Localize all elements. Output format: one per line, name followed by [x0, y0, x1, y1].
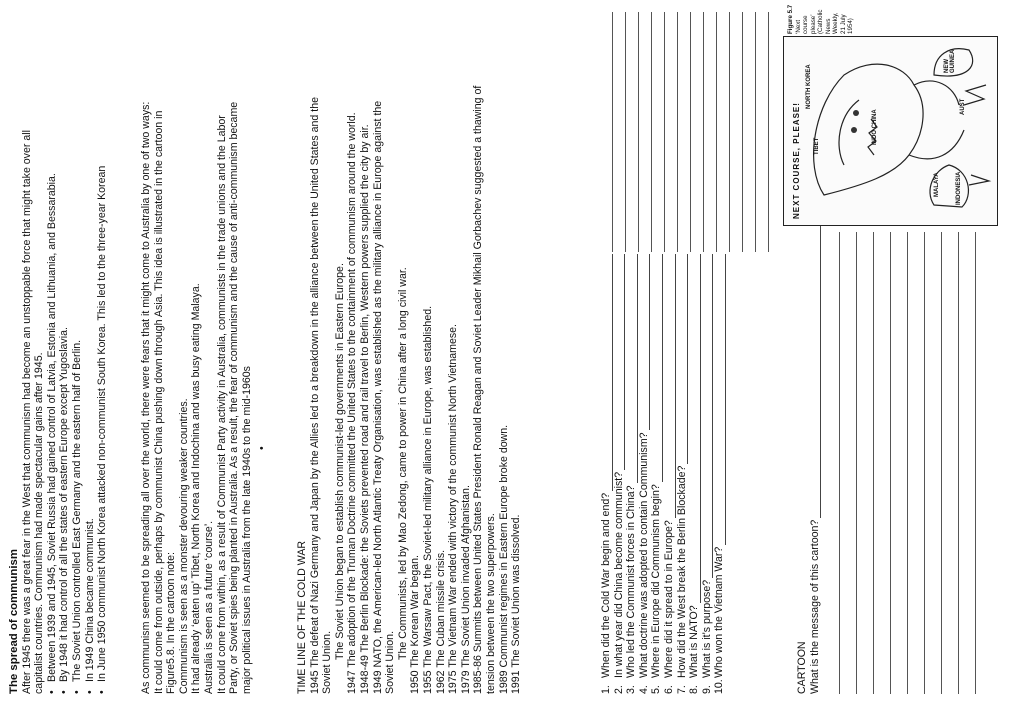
answer-line[interactable]: [664, 12, 665, 252]
answer-line[interactable]: [958, 232, 959, 694]
answer-line[interactable]: [689, 254, 701, 603]
question-text: Where in Europe did Communism begin?: [650, 484, 663, 678]
timeline-entry: 1955 The Warsaw Pact, the Soviet-led military alliance in Europe, was established.: [421, 305, 434, 694]
answer-line[interactable]: [742, 12, 743, 252]
answer-line[interactable]: [907, 232, 908, 694]
cartoon-title: NEXT COURSE, PLEASE!: [792, 102, 801, 219]
question-number: 4.: [637, 685, 650, 694]
question-number: 6.: [662, 685, 675, 694]
cartoon-label: INDONESIA: [956, 171, 962, 205]
bullet-item: • By 1948 it had control of all the states of eastern Europe except Yugoslavia.: [58, 14, 71, 694]
text-line: It had already ‘eaten up’ Tibet, North Korea and Indochina and was busy eating Malaya.: [190, 283, 203, 694]
answer-line[interactable]: [701, 254, 713, 578]
question-text: How did the West break the Berlin Blockade?: [675, 465, 688, 678]
timeline-entry: 1985-86 Summits between United States President Ronald Reagan and Soviet Leader Mikhail Gorbachev suggested a thawing of: [472, 85, 485, 694]
question-number: 7.: [675, 685, 688, 694]
answer-line[interactable]: [924, 232, 925, 694]
bullet-item: • Between 1939 and 1945, Soviet Russia had gained control of Latvia, Estonia and Lithuania, and Bessarabia.: [46, 14, 59, 694]
bullet-item: • In 1949 China became communist.: [84, 14, 97, 694]
answer-line[interactable]: [638, 254, 650, 430]
question-text: What is it’s purpose?: [700, 579, 713, 678]
answer-line[interactable]: [601, 254, 613, 491]
timeline-entry: Soviet Union.: [321, 630, 334, 694]
figure-caption-text: ‘Next course please’ (Catholic News Weekly, 21 July 1954): [794, 9, 854, 34]
question-item: [663, 254, 676, 694]
answer-line[interactable]: [856, 232, 857, 694]
question-text: Who won the Vietnam War?: [713, 546, 726, 678]
timeline-entry: 1949 NATO, the American-led North Atlantic Treaty Organisation, was established as the military alliance in Europe against the: [371, 100, 384, 694]
answer-line[interactable]: [714, 254, 726, 545]
timeline-entry: 1979 The Soviet Union invaded Afghanistan.: [459, 485, 472, 694]
timeline-entry: 1947 The adoption of the Truman Doctrine committed the United States to the containment of communism around the world.: [346, 112, 359, 694]
intro-section: [8, 14, 109, 694]
timeline-entry: Soviet Union.: [384, 630, 397, 694]
timeline-entry: 1989 Communist regimes in Eastern Europe broke down.: [497, 424, 510, 694]
answer-line[interactable]: [625, 12, 626, 252]
timeline-entry: The Communists, led by Mao Zedong, came to power in China after a long civil war.: [396, 267, 409, 660]
answer-line[interactable]: [677, 12, 678, 252]
section-title: The spread of communism: [8, 549, 20, 694]
question-number: 8.: [688, 685, 701, 694]
answer-line[interactable]: [941, 232, 942, 694]
answer-line[interactable]: [612, 12, 613, 252]
text-line: Party, or Soviet spies being planted in Australia. As a result, the fear of communism and the cause of anti-communism became: [228, 101, 241, 694]
question-text: Where did it spread to in Europe?: [662, 520, 675, 678]
question-item: [625, 254, 638, 694]
answer-line[interactable]: [638, 12, 639, 252]
answer-line[interactable]: [809, 226, 821, 518]
question-item: [650, 254, 663, 694]
question-item: [600, 254, 613, 694]
question-number: 10.: [713, 679, 726, 694]
timeline-entry: 1975 The Vietnam War ended with victory of the communist North Vietnamese.: [447, 324, 460, 694]
cartoon-question: [809, 226, 822, 694]
question-text: Who led the Communist forces in China?: [625, 485, 638, 678]
monster-drawing: [784, 37, 997, 225]
cartoon-question-text: What is the message of this cartoon?: [808, 519, 821, 694]
question-item: [713, 254, 726, 694]
timeline-entry: 1991 The Soviet Union was dissolved.: [510, 514, 523, 694]
text-line: It could come from outside, perhaps by communist China pushing down through Asia. This idea is illustrated in the cartoon in: [152, 110, 165, 694]
question-text: In what year did China become communist?: [612, 471, 625, 678]
question-item: [701, 254, 714, 694]
question-item: [676, 254, 689, 694]
cartoon-label: INDO CHINA: [872, 109, 878, 145]
answer-line[interactable]: [703, 12, 704, 252]
answer-line[interactable]: [873, 232, 874, 694]
cartoon-figure: [783, 4, 996, 226]
answer-line[interactable]: [626, 254, 638, 483]
text-line: major political issues in Australia from the late 1940s to the mid-1960s: [240, 366, 253, 694]
cartoon-label: AUST: [960, 98, 966, 115]
timeline-entry: 1948-49 The Berlin Blockade: the Soviets prevented road and rail travel to Berlin, Western powers supplied the city by air.: [358, 124, 371, 694]
question-text: What doctrine was adopted to contain Communism?: [637, 432, 650, 678]
bullet-item: • The Soviet Union controlled East Germany and the eastern half of Berlin.: [71, 14, 84, 694]
questions-list: [600, 254, 726, 694]
text-line: Australia is seen as a future ‘course’.: [202, 520, 215, 694]
answer-line[interactable]: [975, 232, 976, 694]
spread-section: [140, 14, 253, 694]
question-number: 2.: [612, 685, 625, 694]
text-line: As communism seemed to be spreading all over the world, there were fears that it might come to Australia by one of two ways:: [140, 101, 152, 694]
figure-number: Figure 5.7: [787, 4, 794, 34]
answer-line[interactable]: [664, 254, 676, 518]
question-item: [613, 254, 626, 694]
question-text: When did the Cold War begin and end?: [600, 492, 612, 678]
answer-line[interactable]: [690, 12, 691, 252]
cartoon-label: MALAYA: [934, 172, 940, 197]
answer-line[interactable]: [890, 232, 891, 694]
answer-line[interactable]: [676, 254, 688, 464]
answer-line[interactable]: [755, 12, 756, 252]
figure-caption: [787, 4, 855, 34]
cartoon-image: [783, 36, 998, 226]
question-item: [638, 254, 651, 694]
cartoon-question-section: [796, 226, 821, 694]
timeline-heading: TIME LINE OF THE COLD WAR: [296, 540, 308, 694]
timeline-entry: tension between the two superpowers.: [484, 513, 497, 694]
text-line: It could come from within, as a result of Communist Party activity in Australia, communists in the trade unions and the Labor: [215, 115, 228, 694]
bullet-item: • In June 1950 communist North Korea attacked non-communist South Korea. This led to the three-year Korean: [96, 14, 109, 694]
question-text: What is NATO?: [688, 605, 701, 678]
timeline-entry: 1962 The Cuban missile crisis.: [434, 549, 447, 694]
timeline-entry: The Soviet Union began to establish communist-led governments in Eastern Europe.: [333, 263, 346, 660]
intro-line: capitalist countries. Communism had made spectacular gains after 1945.: [33, 352, 46, 694]
question-number: 1.: [600, 685, 612, 694]
answer-line[interactable]: [768, 12, 769, 252]
cartoon-label: TIBET: [814, 137, 820, 155]
answer-line[interactable]: [839, 232, 840, 694]
text-line: Communism is seen as a monster devouring weaker countries.: [177, 398, 190, 694]
question-item: [688, 254, 701, 694]
stray-bullet: •: [256, 446, 268, 450]
question-number: 5.: [650, 685, 663, 694]
question-number: 3.: [625, 685, 638, 694]
text-line: Figure5.8. In the cartoon note:: [165, 552, 178, 694]
cartoon-heading: CARTOON: [796, 641, 808, 694]
answer-line[interactable]: [716, 12, 717, 252]
answer-line[interactable]: [613, 254, 625, 470]
answer-line[interactable]: [729, 12, 730, 252]
answer-line[interactable]: [651, 12, 652, 252]
answer-line[interactable]: [651, 254, 663, 482]
timeline-section: [296, 14, 523, 694]
cartoon-label: NEW GUINEA: [944, 49, 956, 73]
cartoon-label: NORTH KOREA: [806, 64, 812, 109]
question-number: 9.: [700, 685, 713, 694]
intro-line: After 1945 there was a great fear in the West that communism had become an unstoppable force that might take over all: [20, 130, 33, 694]
timeline-entry: 1950 The Korean War began.: [409, 555, 422, 694]
timeline-entry: 1945 The defeat of Nazi Germany and Japan by the Allies led to a breakdown in the alliance between the United States and the: [308, 97, 321, 694]
